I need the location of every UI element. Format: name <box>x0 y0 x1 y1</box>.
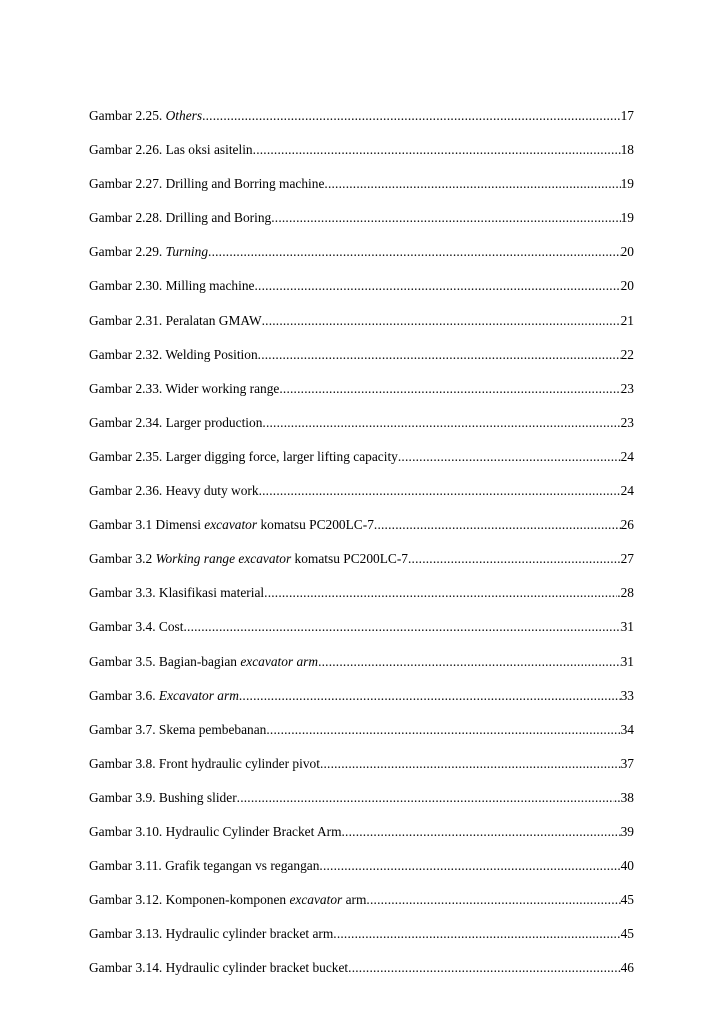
entry-label: Gambar 3.7. Skema pembebanan <box>89 721 267 737</box>
entry-label: Gambar 2.36. Heavy duty work <box>89 483 259 499</box>
toc-entry <box>89 413 634 447</box>
dot-leader <box>239 686 621 706</box>
page-number: 39 <box>620 823 634 839</box>
page-number: 37 <box>620 755 634 771</box>
entry-label: Gambar 3.10. Hydraulic Cylinder Bracket Arm <box>89 823 342 839</box>
toc-entry <box>89 958 634 992</box>
toc-entry <box>89 106 634 140</box>
toc-entry <box>89 345 634 379</box>
entry-label: Gambar 3.11. Grafik tegangan vs regangan <box>89 858 320 874</box>
toc-entry <box>89 481 634 515</box>
entry-label: Gambar 2.33. Wider working range <box>89 380 280 396</box>
page-number: 23 <box>620 414 634 430</box>
page-number: 17 <box>620 108 634 123</box>
page-number: 46 <box>620 960 634 976</box>
dot-leader <box>259 481 621 501</box>
dot-leader <box>262 413 620 433</box>
dot-leader <box>208 242 621 262</box>
toc-entry <box>89 140 634 174</box>
toc-entry <box>89 890 634 924</box>
entry-label: Gambar 2.35. Larger digging force, larger lifting capacity <box>89 448 398 464</box>
toc-entry <box>89 924 634 958</box>
toc-entry <box>89 311 634 345</box>
dot-leader <box>183 617 620 637</box>
dot-leader <box>408 549 621 569</box>
entry-label: Gambar 2.28. Drilling and Boring <box>89 210 272 226</box>
page-number: .28 <box>617 585 634 601</box>
entry-label: Gambar 3.2 Working range excavator komatsu PC200LC-7 <box>89 551 408 567</box>
page-number: 21 <box>620 312 634 328</box>
dot-leader <box>237 788 614 808</box>
entry-label: Gambar 3.4. Cost <box>89 619 184 635</box>
entry-label: Gambar 3.5. Bagian-bagian excavator arm <box>89 653 319 669</box>
toc-entry <box>89 856 634 890</box>
toc-entry <box>89 822 634 856</box>
toc-entry <box>89 379 634 413</box>
toc-entry <box>89 720 634 754</box>
entry-label: Gambar 2.30. Milling machine <box>89 278 255 294</box>
toc-entry <box>89 617 634 651</box>
entry-label: Gambar 3.8. Front hydraulic cylinder pivot <box>89 755 320 771</box>
dot-leader <box>366 890 620 910</box>
page-number: 33 <box>620 687 634 703</box>
toc-entry <box>89 686 634 720</box>
page-number: 45 <box>620 892 634 908</box>
page-number: ..38 <box>613 789 634 805</box>
page-number: 24 <box>620 483 634 499</box>
page-number: 27 <box>620 551 634 567</box>
entry-label: Gambar 3.9. Bushing slider <box>89 789 237 805</box>
toc-entry <box>89 754 634 788</box>
dot-leader <box>333 924 620 944</box>
toc-entry <box>89 583 634 617</box>
page-number: 20 <box>620 278 634 294</box>
page-number: 19 <box>620 176 634 192</box>
dot-leader <box>324 174 620 194</box>
dot-leader <box>319 856 620 876</box>
page-number: 34 <box>620 721 634 737</box>
page-number: 22 <box>620 346 634 362</box>
page-number: 31 <box>620 619 634 635</box>
dot-leader <box>264 583 617 603</box>
toc-entry <box>89 447 634 481</box>
entry-label: Gambar 2.25. Others <box>89 108 203 123</box>
page-number: 19 <box>620 210 634 226</box>
page-number: 24 <box>620 448 634 464</box>
entry-label: Gambar 2.27. Drilling and Borring machine <box>89 176 325 192</box>
toc-entry <box>89 208 634 242</box>
page-number: 45 <box>620 926 634 942</box>
entry-label: Gambar 2.26. Las oksi asitelin <box>89 142 253 158</box>
toc-entry <box>89 652 634 686</box>
entry-label: Gambar 2.29. Turning <box>89 244 209 260</box>
toc-entry <box>89 788 634 822</box>
entry-label: Gambar 3.1 Dimensi excavator komatsu PC200LC-7 <box>89 517 374 533</box>
toc-entry <box>89 549 634 583</box>
entry-label: Gambar 2.31. Peralatan GMAW <box>89 312 262 328</box>
dot-leader <box>262 311 621 331</box>
dot-leader <box>255 276 621 296</box>
dot-leader <box>348 958 620 978</box>
toc-entry <box>89 242 634 276</box>
toc-entry <box>89 515 634 549</box>
dot-leader <box>318 652 621 672</box>
page-number: 26 <box>620 517 634 533</box>
dot-leader <box>202 106 621 126</box>
page-number: 23 <box>620 380 634 396</box>
dot-leader <box>271 208 620 228</box>
page-number: 18 <box>620 142 634 158</box>
entry-label: Gambar 3.3. Klasifikasi material <box>89 585 265 601</box>
dot-leader <box>266 720 620 740</box>
list-of-figures <box>89 106 634 992</box>
dot-leader <box>342 822 621 842</box>
dot-leader <box>253 140 621 160</box>
toc-entry <box>89 174 634 208</box>
entry-label: Gambar 3.13. Hydraulic cylinder bracket arm <box>89 926 334 942</box>
dot-leader <box>258 345 621 365</box>
dot-leader <box>279 379 620 399</box>
page-number: 31 <box>620 653 634 669</box>
entry-label: Gambar 2.34. Larger production <box>89 414 263 430</box>
entry-label: Gambar 3.12. Komponen-komponen excavator arm <box>89 892 367 908</box>
dot-leader <box>320 754 621 774</box>
entry-label: Gambar 3.14. Hydraulic cylinder bracket bucket <box>89 960 349 976</box>
dot-leader <box>398 447 621 467</box>
page-number: 20 <box>620 244 634 260</box>
toc-entry <box>89 276 634 310</box>
dot-leader <box>374 515 621 535</box>
entry-label: Gambar 3.6. Excavator arm <box>89 687 239 703</box>
page-number: 40 <box>620 858 634 874</box>
entry-label: Gambar 2.32. Welding Position <box>89 346 258 362</box>
